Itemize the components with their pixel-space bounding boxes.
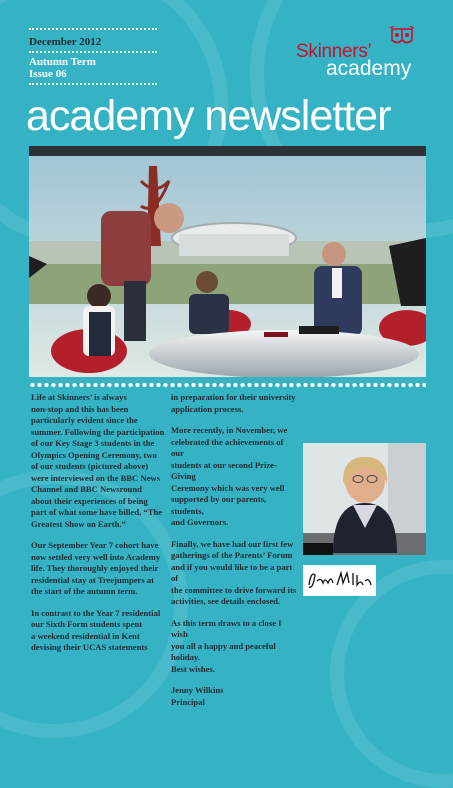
- article-paragraph: Our September Year 7 cohort have now settled very well into Academy life. They thoroughly enjoyed their residential stay at Treejumpers at the start of the autumn term.: [31, 540, 161, 596]
- newsletter-title: academy newsletter: [26, 92, 391, 140]
- brand-name: Skinners’: [296, 41, 372, 62]
- dotted-divider: [29, 28, 157, 30]
- signature-jenny-wilkins-icon: [303, 565, 376, 596]
- article-column-1: [31, 392, 169, 664]
- issue-term: Autumn Term: [29, 56, 96, 68]
- article-paragraph: Life at Skinners’ is always non-stop and this has been particularly evident since the summer. Following the participation of our Key Stage 3 students in the Olympics Opening Ceremony, two of our students (pictured above) were interviewed on the BBC News Channel and BBC Newsround about their experiences of being part of what some have billed, “The Greatest Show on Earth.”: [31, 392, 165, 529]
- brand-subname: academy: [326, 57, 412, 80]
- article-paragraph: Finally, we have had our first few gatherings of the Parents’ Forum and if you would like to be a part of the committee to drive forward its activities, see details enclosed.: [171, 538, 297, 606]
- article-signoff: Jenny Wilkins Principal: [171, 685, 224, 707]
- beaded-divider: [29, 381, 426, 389]
- dotted-divider: [29, 83, 157, 85]
- article-column-2: [171, 392, 297, 718]
- article-paragraph: As this term draws to a close I wish you all a happy and peaceful holiday. Best wishes.: [171, 617, 282, 674]
- photo-bbc-studio-olympic-park-icon: [29, 146, 426, 377]
- issue-number: Issue 06: [29, 68, 67, 80]
- crest-icon: [388, 26, 416, 48]
- signature-image: [303, 565, 376, 596]
- hero-photo: [29, 146, 426, 377]
- article-paragraph: More recently, in November, we celebrated the achievements of our students at our second Prize-Giving Ceremony which was very well supported by our parents, students, and Governors.: [171, 425, 288, 527]
- article-paragraph: In contrast to the Year 7 residential our Sixth Form students spent a weekend residential in Kent devising their UCAS statements: [31, 607, 161, 652]
- issue-date: December 2012: [29, 36, 102, 48]
- dotted-divider: [29, 51, 157, 53]
- photo-principal-portrait-icon: [303, 443, 426, 555]
- principal-portrait: [303, 443, 426, 555]
- article-paragraph: in preparation for their university application process.: [171, 392, 296, 414]
